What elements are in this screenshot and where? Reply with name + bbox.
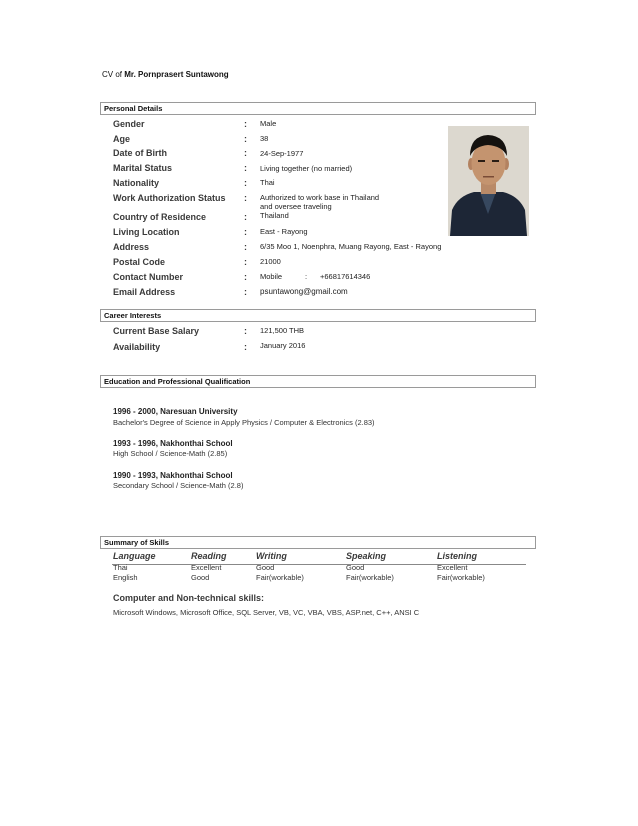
work-authorization-line-1: Authorized to work base in Thailand (260, 193, 380, 202)
education-item-heading: 1996 - 2000, Naresuan University (113, 407, 238, 416)
skills-header-speaking: Speaking (346, 551, 387, 561)
work-authorization-label: Work Authorization Status (113, 193, 226, 203)
table-cell: Good (256, 563, 275, 572)
email-address-label: Email Address (113, 287, 176, 297)
colon: : (244, 272, 247, 282)
age-value: 38 (260, 134, 269, 143)
nationality-value: Thai (260, 178, 275, 187)
cv-owner-name: Mr. Pornprasert Suntawong (124, 70, 229, 79)
skills-header-writing: Writing (256, 551, 287, 561)
living-location-value: East - Rayong (260, 227, 308, 236)
table-cell: Good (346, 563, 365, 572)
marital-status-label: Marital Status (113, 163, 173, 173)
work-authorization-line-2: and oversee traveling (260, 202, 332, 211)
table-cell: Thai (113, 563, 128, 572)
colon: : (244, 134, 247, 144)
address-label: Address (113, 242, 150, 252)
postal-code-label: Postal Code (113, 257, 166, 267)
contact-number-separator: : (305, 272, 308, 281)
section-title: Career Interests (104, 311, 162, 320)
nontechnical-skills-text: Microsoft Windows, Microsoft Office, SQL Server, VB, VC, VBA, VBS, ASP.net, C++, ANSI C (113, 608, 420, 617)
education-item-detail: High School / Science-Math (2.85) (113, 449, 228, 458)
section-summary-of-skills (100, 536, 536, 549)
skills-header-reading: Reading (191, 551, 227, 561)
contact-number-label: Contact Number (113, 272, 184, 282)
colon: : (244, 257, 247, 267)
table-cell: English (113, 573, 138, 582)
table-cell: Excellent (437, 563, 468, 572)
marital-status-value: Living together (no married) (260, 164, 353, 173)
skills-header-listening: Listening (437, 551, 477, 561)
cv-title-prefix: CV of (102, 70, 125, 79)
address-value: 6/35 Moo 1, Noenphra, Muang Rayong, East - Rayong (260, 242, 442, 251)
living-location-label: Living Location (113, 227, 180, 237)
dob-label: Date of Birth (113, 148, 167, 158)
portrait-image (448, 126, 529, 236)
country-of-residence-label: Country of Residence (113, 212, 207, 222)
email-address-value: psuntawong@gmail.com (260, 287, 348, 296)
skills-header-language: Language (113, 551, 156, 561)
table-cell: Fair(workable) (437, 573, 485, 582)
colon: : (244, 193, 247, 203)
section-education (100, 375, 536, 388)
contact-number-type: Mobile (260, 272, 283, 281)
table-cell: Good (191, 573, 210, 582)
education-item-heading: 1990 - 1993, Nakhonthai School (113, 471, 233, 480)
colon: : (244, 178, 247, 188)
colon: : (244, 287, 247, 297)
education-item-heading: 1993 - 1996, Nakhonthai School (113, 439, 233, 448)
colon: : (244, 242, 247, 252)
nontechnical-skills-heading: Computer and Non-technical skills: (113, 593, 265, 603)
country-of-residence-value: Thailand (260, 211, 289, 220)
education-item-detail: Bachelor's Degree of Science in Apply Physics / Computer & Electronics (2.83) (113, 418, 375, 427)
colon: : (244, 148, 247, 158)
section-career-interests (100, 309, 536, 322)
nationality-label: Nationality (113, 178, 160, 188)
table-cell: Excellent (191, 563, 222, 572)
availability-label: Availability (113, 342, 161, 352)
table-cell: Fair(workable) (346, 573, 394, 582)
table-cell: Fair(workable) (256, 573, 304, 582)
age-label: Age (113, 134, 131, 144)
gender-label: Gender (113, 119, 145, 129)
availability-value: January 2016 (260, 341, 306, 350)
section-title: Education and Professional Qualification (104, 377, 251, 386)
work-authorization-value (260, 193, 379, 211)
section-title: Summary of Skills (104, 538, 170, 547)
current-base-salary-value: 121,500 THB (260, 326, 305, 335)
contact-number-value: +66817614346 (320, 272, 371, 281)
colon: : (244, 119, 247, 129)
postal-code-value: 21000 (260, 257, 281, 266)
colon: : (244, 342, 247, 352)
education-item-detail: Secondary School / Science-Math (2.8) (113, 481, 244, 490)
section-personal-details (100, 102, 536, 115)
colon: : (244, 163, 247, 173)
colon: : (244, 212, 247, 222)
current-base-salary-label: Current Base Salary (113, 326, 200, 336)
colon: : (244, 227, 247, 237)
cv-title (102, 70, 229, 79)
profile-photo (448, 126, 529, 236)
colon: : (244, 326, 247, 336)
dob-value: 24-Sep-1977 (260, 149, 304, 158)
section-title: Personal Details (104, 104, 163, 113)
gender-value: Male (260, 119, 277, 128)
